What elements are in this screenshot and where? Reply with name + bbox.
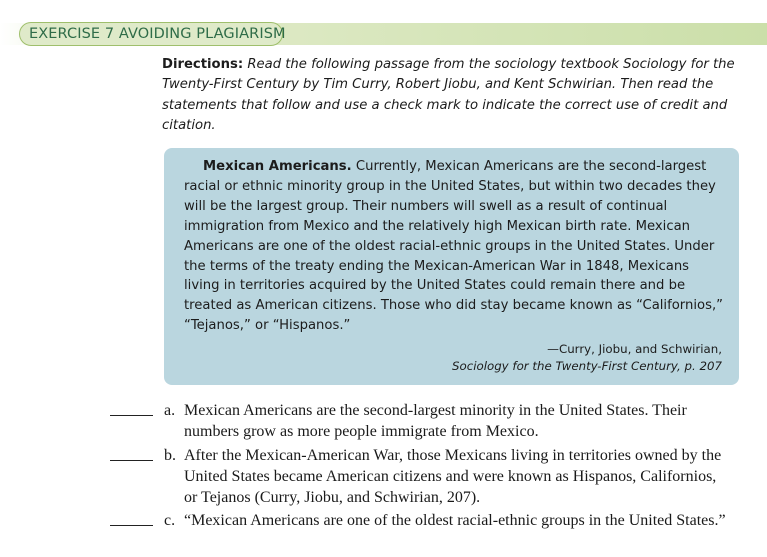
item-letter: b. <box>164 447 176 464</box>
item-text: Mexican Americans are the second-largest minority in the United States. Their numbers grow as more people immigrate from Mexico. <box>184 402 687 440</box>
directions <box>162 55 742 136</box>
check-blank[interactable] <box>110 415 153 416</box>
passage-heading: Mexican Americans. <box>203 159 352 174</box>
exercise-title: EXERCISE 7 AVOIDING PLAGIARISM <box>19 22 283 46</box>
directions-text: Read the following passage from the sociology textbook Sociology for the Twenty-First Century by Tim Curry, Robert Jiobu, and Kent Schwirian. Then read the statements that follow and use a check mark to indicate the correct use of credit and citation. <box>162 57 735 133</box>
passage-body: Currently, Mexican Americans are the second-largest racial or ethnic minority group in the United States, but within two decades they will be the largest group. Their numbers will swell as a result of continual immigration from Mexico and the relatively high Mexican birth rate. Mexican Americans are one of the oldest racial-ethnic groups in the United States. Under the terms of the treaty ending the Mexican-American War in 1848, Mexicans living in territories acquired by the United States could remain there and be treated as American citizens. Those who did stay became known as “Californios,” “Tejanos,” or “Hispanos.” <box>184 159 723 334</box>
check-blank[interactable] <box>110 525 153 526</box>
attribution-work: Sociology for the Twenty-First Century, p. 207 <box>452 359 722 373</box>
directions-label: Directions: <box>162 57 244 72</box>
item-text: After the Mexican-American War, those Mexicans living in territories owned by the United States became American citizens and were known as Hispanos, Californios, or Tejanos (Curry, Jiobu, and Schwirian, 207). <box>184 447 722 506</box>
attribution <box>452 341 722 375</box>
item-letter: a. <box>164 402 176 419</box>
check-blank[interactable] <box>110 460 153 461</box>
statement-item-b <box>110 445 730 509</box>
item-letter: c. <box>164 512 176 529</box>
attribution-authors: —Curry, Jiobu, and Schwirian, <box>547 342 722 356</box>
item-text: “Mexican Americans are one of the oldest racial-ethnic groups in the United States.” <box>184 512 726 529</box>
statement-item-a <box>110 400 730 444</box>
passage <box>184 157 724 336</box>
statement-item-c <box>110 510 730 554</box>
